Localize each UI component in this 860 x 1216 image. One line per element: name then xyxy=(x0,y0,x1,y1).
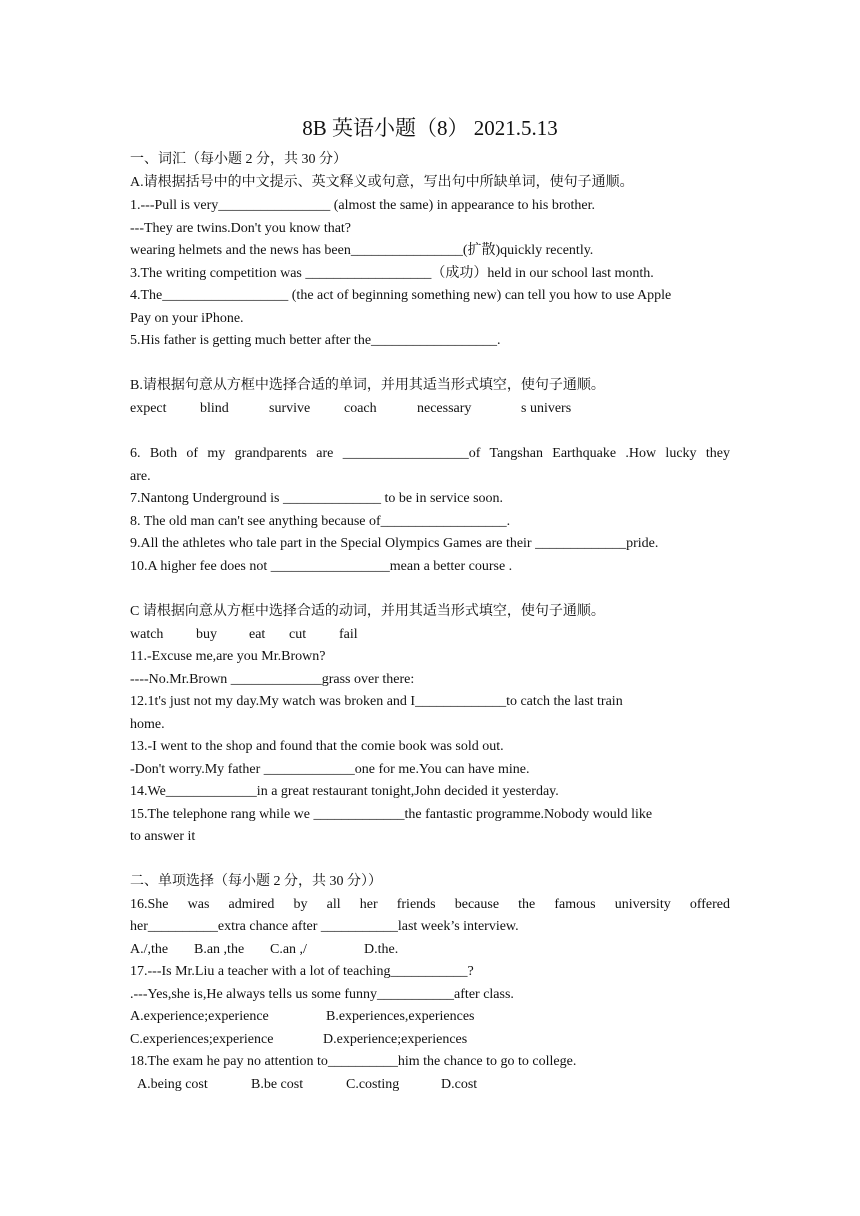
question-line: 13.-I went to the shop and found that the comie book was sold out. xyxy=(130,739,504,754)
word-bank-item: watch xyxy=(130,627,164,642)
word-bank-item: blind xyxy=(200,401,229,416)
question-line: 9.All the athletes who tale part in the Special Olympics Games are their _____________pride. xyxy=(130,536,659,551)
answer-option: C.experiences;experience xyxy=(130,1032,274,1047)
question-line: 8. The old man can't see anything because of__________________. xyxy=(130,514,511,529)
part-b-word-bank xyxy=(130,400,730,418)
word-bank-item: s univers xyxy=(521,401,572,416)
answer-option: A./,the xyxy=(130,942,169,957)
q17-options-row2 xyxy=(130,1031,730,1049)
answer-option: D.experience;experiences xyxy=(323,1032,468,1047)
question-line: 11.-Excuse me,are you Mr.Brown? xyxy=(130,649,326,664)
answer-option: B.an ,the xyxy=(194,942,245,957)
question-line: 16.She was admired by all her friends because the famous university offered xyxy=(130,897,730,912)
part-c-instruction: C 请根据向意从方框中选择合适的动词，并用其适当形式填空，使句子通顺。 xyxy=(130,604,605,619)
question-line: 17.---Is Mr.Liu a teacher with a lot of teaching___________? xyxy=(130,964,474,979)
question-line: 15.The telephone rang while we _____________the fantastic programme.Nobody would like xyxy=(130,807,653,822)
part-b-instruction: B.请根据句意从方框中选择合适的单词，并用其适当形式填空，使句子通顺。 xyxy=(130,378,605,393)
question-line: Pay on your iPhone. xyxy=(130,311,244,326)
word-bank-item: expect xyxy=(130,401,167,416)
q18-options xyxy=(137,1076,737,1094)
answer-option: C.an ,/ xyxy=(270,942,307,957)
q16-options xyxy=(130,941,730,959)
question-line: 1.---Pull is very________________ (almost the same) in appearance to his brother. xyxy=(130,198,596,213)
answer-option: C.costing xyxy=(346,1077,400,1092)
question-line: 5.His father is getting much better after the__________________. xyxy=(130,333,501,348)
question-line: 18.The exam he pay no attention to__________him the chance to go to college. xyxy=(130,1054,577,1069)
answer-option: D.cost xyxy=(441,1077,478,1092)
word-bank-item: eat xyxy=(249,627,266,642)
word-bank-item: coach xyxy=(344,401,377,416)
word-bank-item: survive xyxy=(269,401,311,416)
question-line: 4.The__________________ (the act of beginning something new) can tell you how to use Apple xyxy=(130,288,672,303)
word-bank-item: cut xyxy=(289,627,307,642)
question-line: 6. Both of my grandparents are __________________of Tangshan Earthquake .How lucky they xyxy=(130,446,730,461)
question-line: -Don't worry.My father _____________one for me.You can have mine. xyxy=(130,762,530,777)
question-line: 7.Nantong Underground is ______________ to be in service soon. xyxy=(130,491,504,506)
question-line: 3.The writing competition was __________________（成功）held in our school last month. xyxy=(130,266,654,281)
answer-option: B.be cost xyxy=(251,1077,304,1092)
question-line: 10.A higher fee does not _________________mean a better course . xyxy=(130,559,513,574)
page-title: 8B 英语小题（8） 2021.5.13 xyxy=(302,116,558,140)
answer-option: A.being cost xyxy=(137,1077,208,1092)
q17-options-row1 xyxy=(130,1008,730,1026)
question-line: home. xyxy=(130,717,165,732)
question-line: 12.1t's just not my day.My watch was broken and I_____________to catch the last train xyxy=(130,694,623,709)
answer-option: B.experiences,experiences xyxy=(326,1009,475,1024)
answer-option: A.experience;experience xyxy=(130,1009,269,1024)
question-line: .---Yes,she is,He always tells us some funny___________after class. xyxy=(130,987,514,1002)
section-heading-single-choice: 二、单项选择（每小题 2 分，共 30 分）） xyxy=(130,874,382,889)
question-line: her__________extra chance after ___________last week’s interview. xyxy=(130,919,519,934)
answer-option: D.the. xyxy=(364,942,399,957)
section-heading-vocabulary: 一、词汇（每小题 2 分，共 30 分） xyxy=(130,152,347,167)
question-line: ----No.Mr.Brown _____________grass over there: xyxy=(130,672,415,687)
word-bank-item: necessary xyxy=(417,401,472,416)
part-c-word-bank xyxy=(130,626,730,644)
word-bank-item: buy xyxy=(196,627,217,642)
part-a-instruction: A.请根据括号中的中文提示、英文释义或句意，写出句中所缺单词，使句子通顺。 xyxy=(130,175,634,190)
question-line: are. xyxy=(130,469,151,484)
word-bank-item: fail xyxy=(339,627,358,642)
question-line: to answer it xyxy=(130,829,196,844)
question-line: ---They are twins.Don't you know that? xyxy=(130,221,352,236)
question-line: wearing helmets and the news has been________________(扩散)quickly recently. xyxy=(130,243,594,258)
question-line: 14.We_____________in a great restaurant tonight,John decided it yesterday. xyxy=(130,784,559,799)
